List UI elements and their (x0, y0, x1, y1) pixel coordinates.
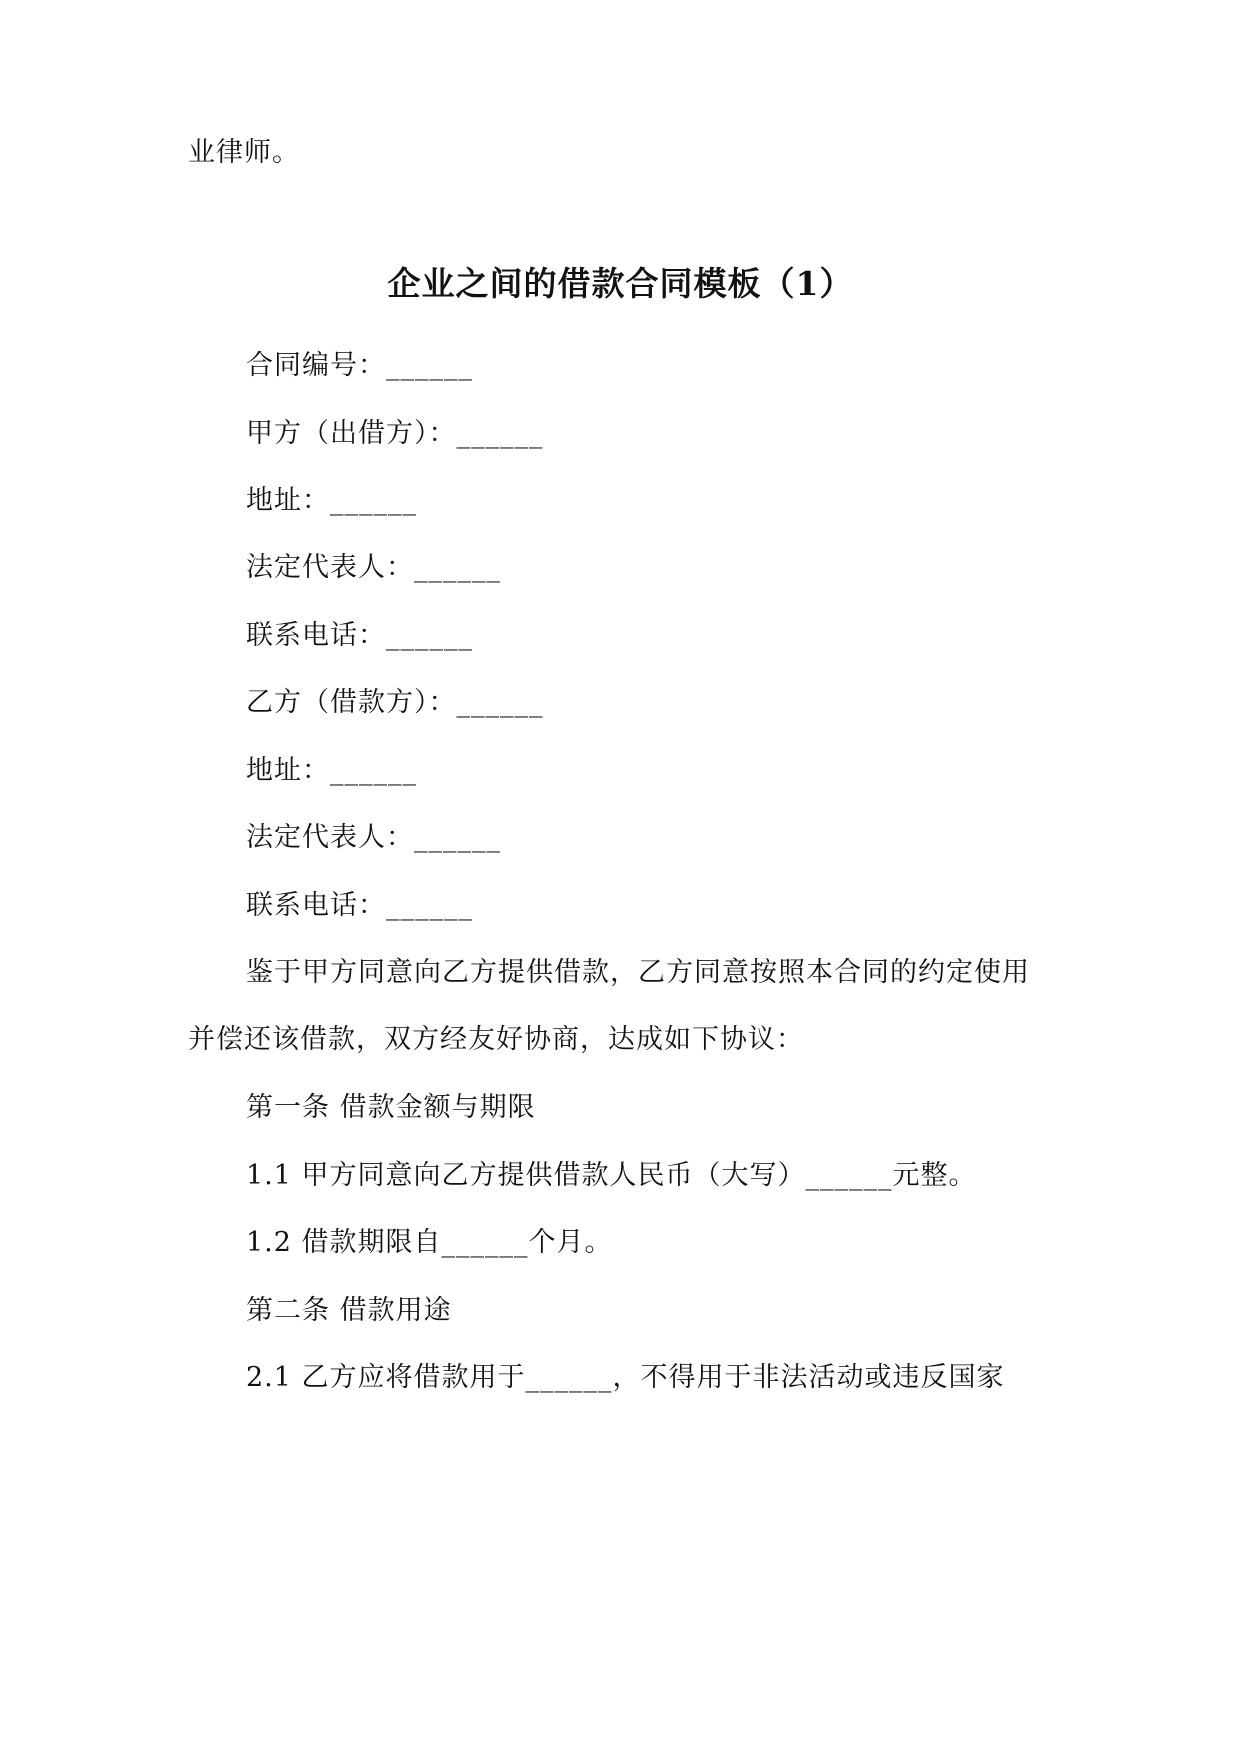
field-party-a: 甲方（出借方）：______ (246, 418, 544, 449)
document-title: 企业之间的借款合同模板（1） (387, 264, 854, 303)
continuation-text: 业律师。 (188, 137, 300, 168)
article-1-heading: 第一条 借款金额与期限 (246, 1092, 536, 1123)
clause-1-1: 1.1 甲方同意向乙方提供借款人民币（大写）______元整。 (246, 1160, 977, 1191)
field-party-b: 乙方（借款方）：______ (246, 687, 544, 718)
field-party-b-address: 地址：______ (246, 755, 417, 786)
clause-2-1: 2.1 乙方应将借款用于______，不得用于非法活动或违反国家 (246, 1362, 1005, 1393)
field-party-a-address: 地址：______ (246, 485, 417, 516)
field-party-b-phone: 联系电话：______ (246, 890, 473, 921)
field-party-a-legal-rep: 法定代表人：______ (246, 552, 501, 583)
field-party-a-phone: 联系电话：______ (246, 620, 473, 651)
field-contract-number: 合同编号：______ (246, 350, 473, 381)
article-2-heading: 第二条 借款用途 (246, 1295, 452, 1326)
preamble-line-1: 鉴于甲方同意向乙方提供借款，乙方同意按照本合同的约定使用 (246, 957, 1030, 988)
preamble-line-2: 并偿还该借款，双方经友好协商，达成如下协议： (188, 1024, 804, 1055)
field-party-b-legal-rep: 法定代表人：______ (246, 822, 501, 853)
clause-1-2: 1.2 借款期限自______个月。 (246, 1227, 613, 1258)
